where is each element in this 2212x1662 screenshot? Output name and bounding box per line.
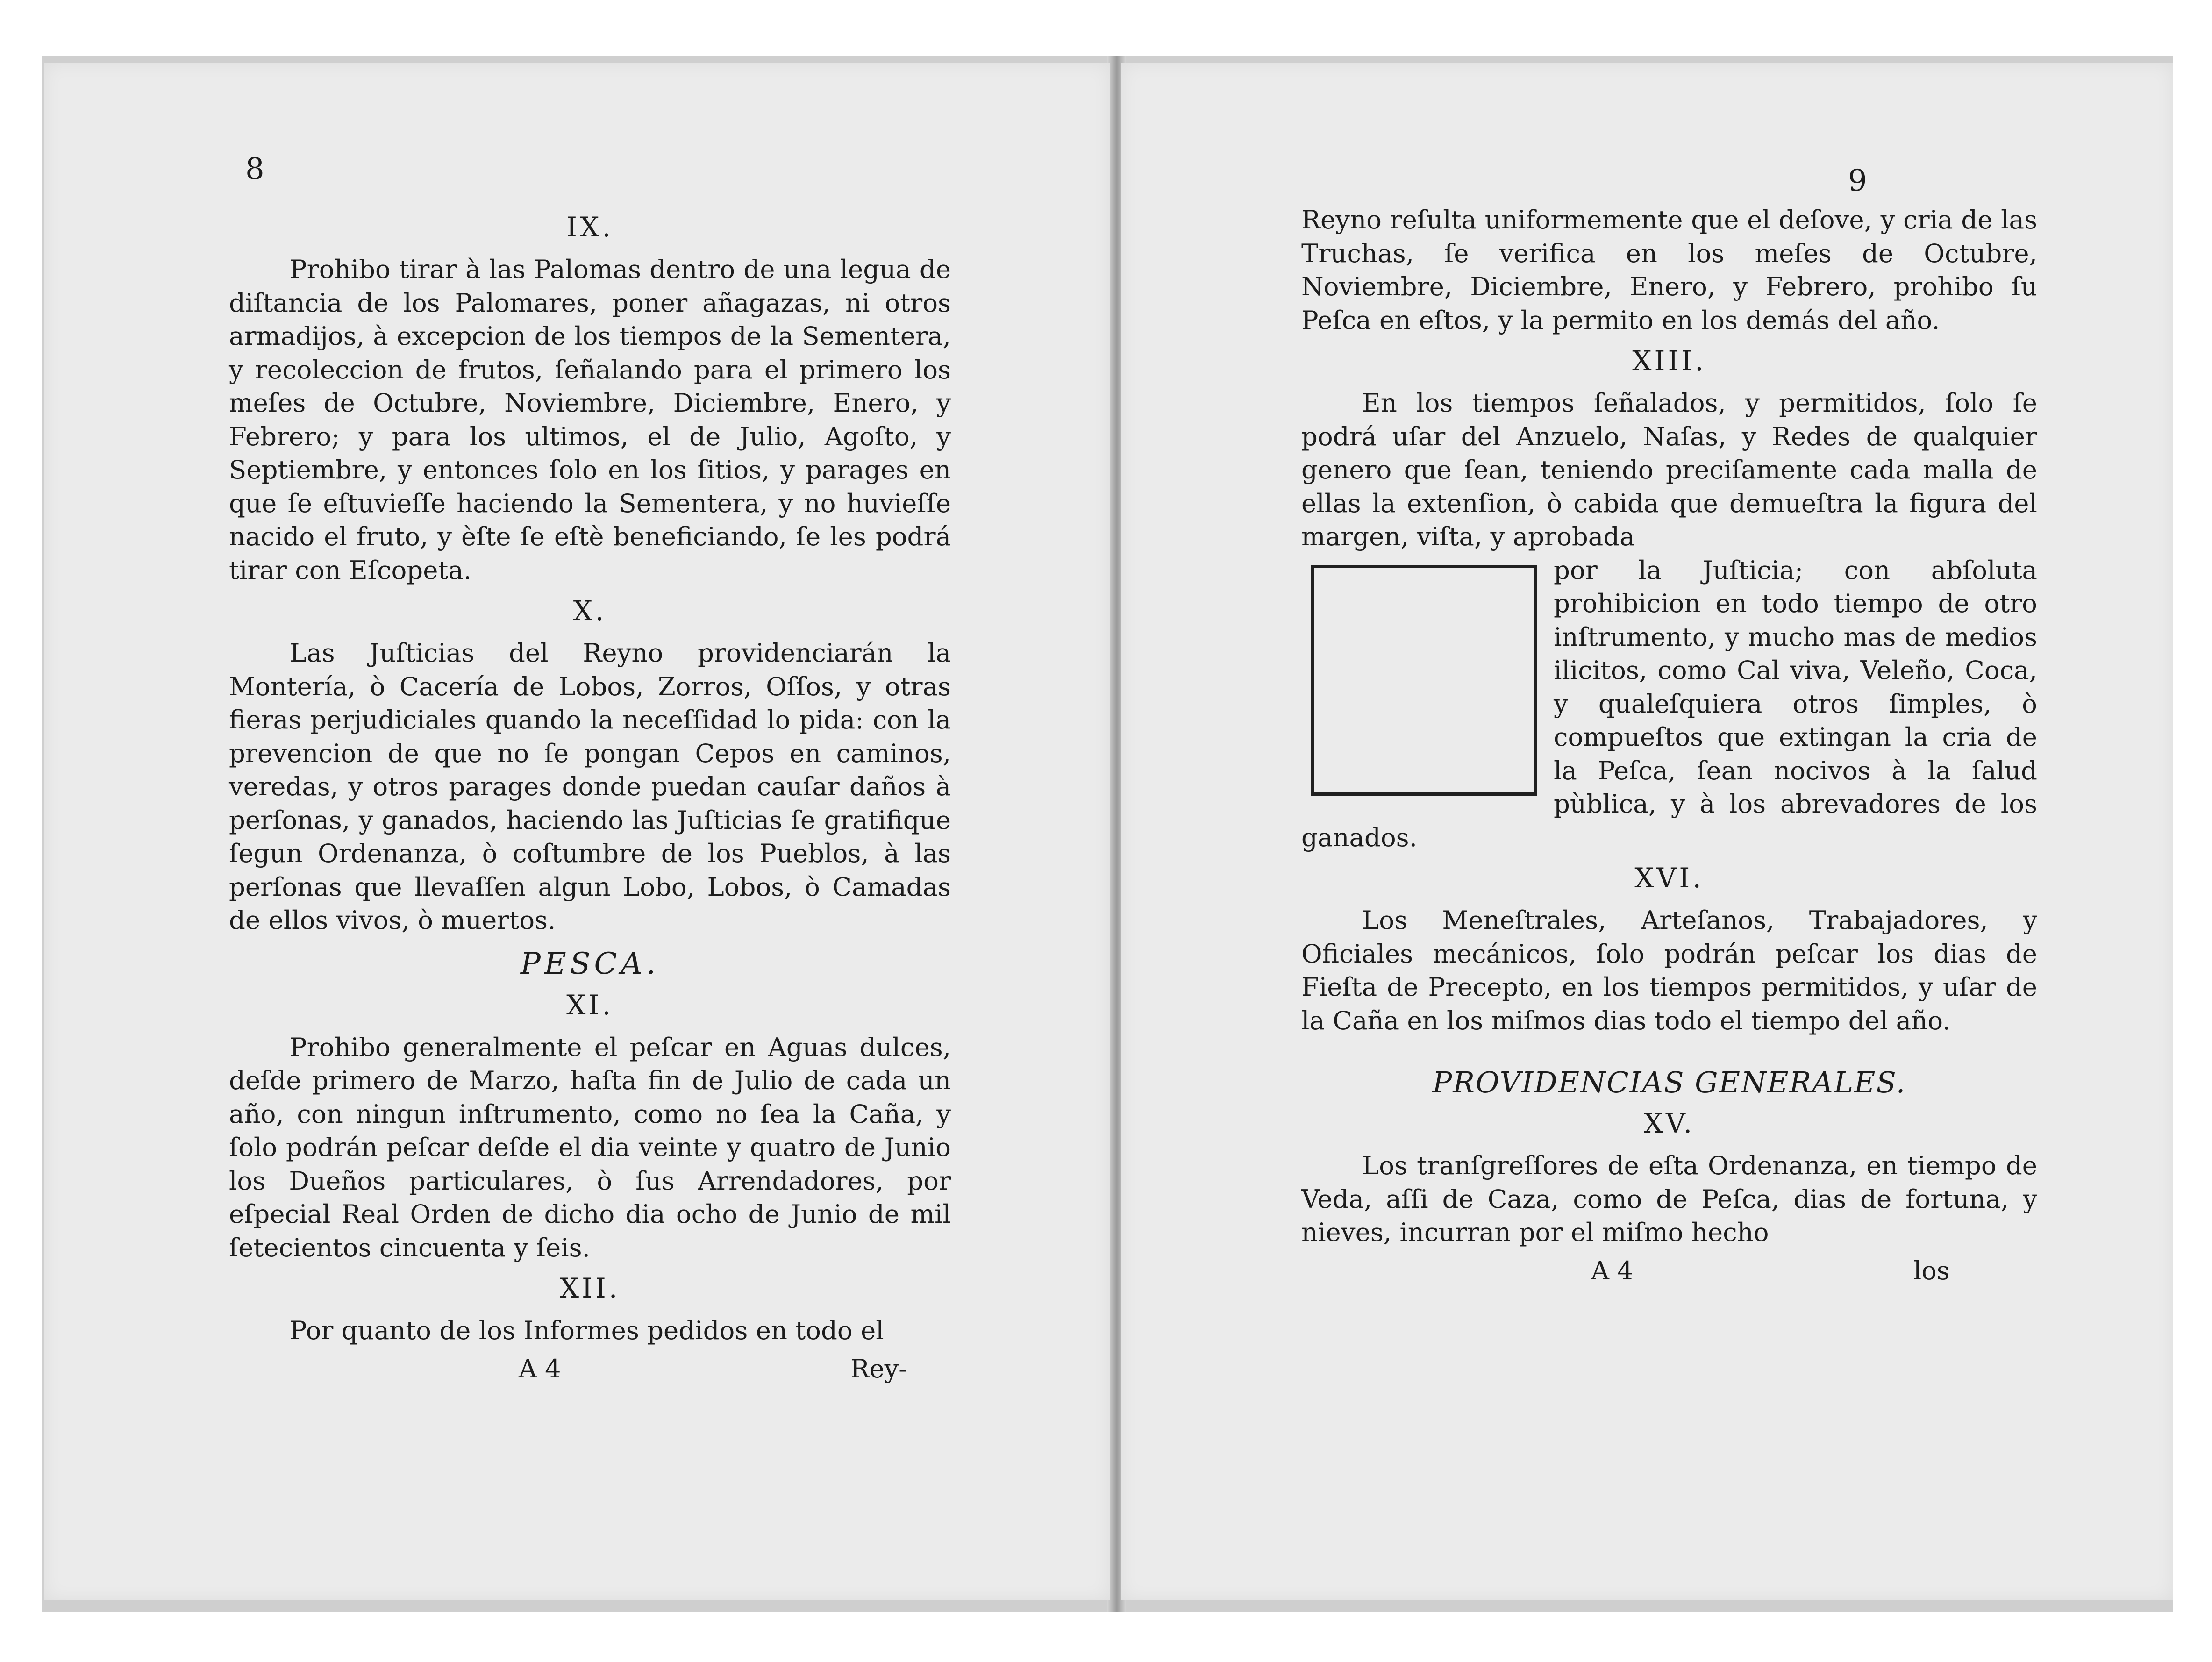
article-paragraph: Por quanto de los Informes pedidos en todo el [290, 1315, 884, 1345]
catchword: los [1913, 1255, 1950, 1285]
mesh-size-figure [1301, 559, 1535, 812]
catchword: Rey- [850, 1354, 907, 1384]
article-paragraph: por la Juſticia; con abſoluta prohibicion en todo tiempo de otro inſtrumento, y mucho mas de medios ilicitos, como Cal viva, Veleño, Coca, y qualeſquiera otros ſimples, ò compueſtos que extingan la cria de la Peſca, ſean nocivos à la ſalud pùblica, y à los abrevadores de los ganados. [1301, 555, 2037, 852]
mesh-square [1311, 565, 1537, 796]
article-heading: XV. [1643, 1107, 1695, 1139]
article-paragraph: Los Meneſtrales, Arteſanos, Trabajadores, y Oficiales mecánicos, ſolo podrán peſcar los dias de Fieſta de Precepto, en los tiempos permitidos, y uſar de la Caña en los miſmos dias todo el tiempo del año. [1301, 905, 2037, 1035]
article-paragraph: Las Juſticias del Reyno providenciarán la Montería, ò Cacería de Lobos, Zorros, Oſſos, y otras fieras perjudiciales quando la neceſſidad lo pida: con la prevencion de que no ſe pongan Cepos en caminos, veredas, y otros parages donde puedan cauſar daños à perſonas, y ganados, haciendo las Juſticias ſe gratifique ſegun Ordenanza, ò coſtumbre de los Pueblos, à las perſonas que llevaſſen algun Lobo, Lobos, ò Camadas de ellos vivos, ò muertos. [229, 638, 951, 935]
right-text-column [1301, 203, 2037, 1289]
left-page [44, 63, 1110, 1600]
left-text-column [229, 203, 951, 1387]
page-footer [1301, 1256, 2037, 1289]
article-heading: XII. [559, 1272, 621, 1304]
article-heading: IX. [566, 211, 614, 243]
article-paragraph: Prohibo tirar à las Palomas dentro de una legua de diſtancia de los Palomares, poner añagazas, ni otros armadijos, à excepcion de los tiempos de la Sementera, y recoleccion de frutos, ſeñalando para el primero los meſes de Octubre, Noviembre, Diciembre, Enero, y Febrero; y para los ultimos, el de Julio, Agoſto, y Septiembre, y entonces ſolo en los ſitios, y parages en que ſe eſtuvieſſe haciendo la Sementera, y no huvieſſe nacido el fruto, y èſte ſe eſtè beneficiando, ſe les podrá tirar con Eſcopeta. [229, 254, 951, 585]
right-page [1121, 63, 2173, 1600]
article-heading: X. [573, 595, 607, 627]
article-paragraph: En los tiempos ſeñalados, y permitidos, ſolo ſe podrá uſar del Anzuelo, Naſas, y Redes de qualquier genero que ſean, teniendo preciſamente cada malla de ellas la extenſion, ò cabida que demueſtra la figura del margen, viſta, y aprobada [1301, 388, 2037, 551]
signature-mark: A 4 [519, 1354, 561, 1384]
article-heading: XVI. [1634, 862, 1704, 894]
article-paragraph: Prohibo generalmente el peſcar en Aguas dulces, deſde primero de Marzo, haſta fin de Julio de cada un año, con ningun inſtrumento, como no ſea la Caña, y ſolo podrán peſcar deſde el dia veinte y quatro de Junio los Dueños particulares, ò ſus Arrendadores, por eſpecial Real Orden de dicho dia ocho de Junio de mil ſetecientos cincuenta y ſeis. [229, 1032, 951, 1263]
article-heading: XI. [566, 989, 614, 1021]
page-number: 8 [245, 152, 264, 186]
continuation-paragraph: Reyno reſulta uniformemente que el deſove, y cria de las Truchas, ſe verifica en los meſes de Octubre, Noviembre, Diciembre, Enero, y Febrero, prohibo ſu Peſca en eſtos, y la permito en los demás del año. [1301, 205, 2037, 335]
signature-mark: A 4 [1591, 1255, 1634, 1285]
article-paragraph: Los tranſgreſſores de eſta Ordenanza, en tiempo de Veda, aſſi de Caza, como de Peſca, dias de fortuna, y nieves, incurran por el miſmo hecho [1301, 1150, 2037, 1247]
article-heading: XIII. [1632, 345, 1706, 377]
page-footer [229, 1354, 951, 1387]
section-title: PROVIDENCIAS GENERALES. [1432, 1065, 1906, 1099]
section-title: PESCA. [520, 946, 660, 981]
page-number: 9 [1848, 164, 1867, 198]
